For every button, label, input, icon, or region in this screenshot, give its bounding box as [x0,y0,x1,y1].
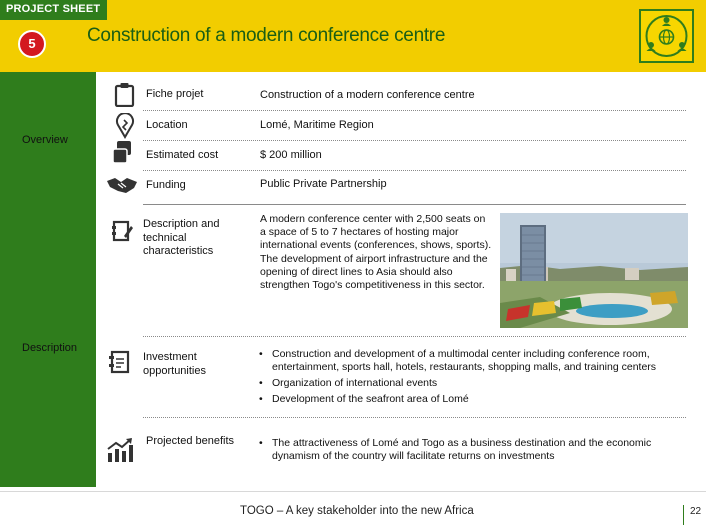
section-divider [143,204,686,205]
clipboard-icon [114,82,136,112]
list-item: • The attractiveness of Lomé and Togo as a business destination and the economic dynamism of the country will facilitate returns on investments [258,437,678,463]
characteristics-text: A modern conference center with 2,500 seats on a space of 5 to 7 hectares of hosting major international events (conferences, shows, sports). The development of airport infrastructure and the opening of direct lines to Asia should also strengthen Togo's competitiveness in this sector. [260,213,492,292]
globe-network-logo-icon [639,9,694,63]
list-item: • Development of the seafront area of Lomé [258,393,688,406]
location-label: Location [146,119,188,131]
growth-chart-icon [106,437,134,468]
project-sheet-tag: PROJECT SHEET [0,0,107,20]
funding-label: Funding [146,179,186,191]
page-title: Construction of a modern conference centre [87,25,446,46]
document-edit-icon [110,218,134,249]
handshake-icon [106,175,138,200]
fiche-projet-label: Fiche projet [146,88,204,100]
list-item: • Organization of international events [258,377,688,390]
conference-centre-photo [500,213,688,328]
estimated-cost-label: Estimated cost [146,149,219,161]
characteristics-label: Description and technical characteristics [143,218,220,257]
description-section-label: Description [22,342,78,354]
footer-divider [0,491,706,492]
project-number-badge: 5 [18,30,46,58]
list-item: • Construction and development of a multimodal center including conference room, entertainment, sports hall, hotels, restaurants, shopping malls, and training centers [258,348,688,374]
investment-label: Investment opportunities [143,351,206,377]
divider [143,110,686,111]
overview-section-label: Overview [22,134,68,146]
investment-bullets [258,348,688,409]
divider [143,417,686,418]
divider [143,140,686,141]
fiche-projet-value: Construction of a modern conference centre [260,89,475,101]
benefits-bullets [258,437,678,466]
footer-tagline: TOGO – A key stakeholder into the new Africa [240,505,474,517]
benefits-label: Projected benefits [146,435,235,447]
divider [143,170,686,171]
estimated-cost-value: $ 200 million [260,149,322,161]
money-stack-icon [111,139,135,170]
divider [143,336,686,337]
funding-value: Public Private Partnership [260,178,387,190]
page-number: 22 [683,505,701,525]
location-value: Lomé, Maritime Region [260,119,374,131]
ledger-icon [108,350,132,379]
